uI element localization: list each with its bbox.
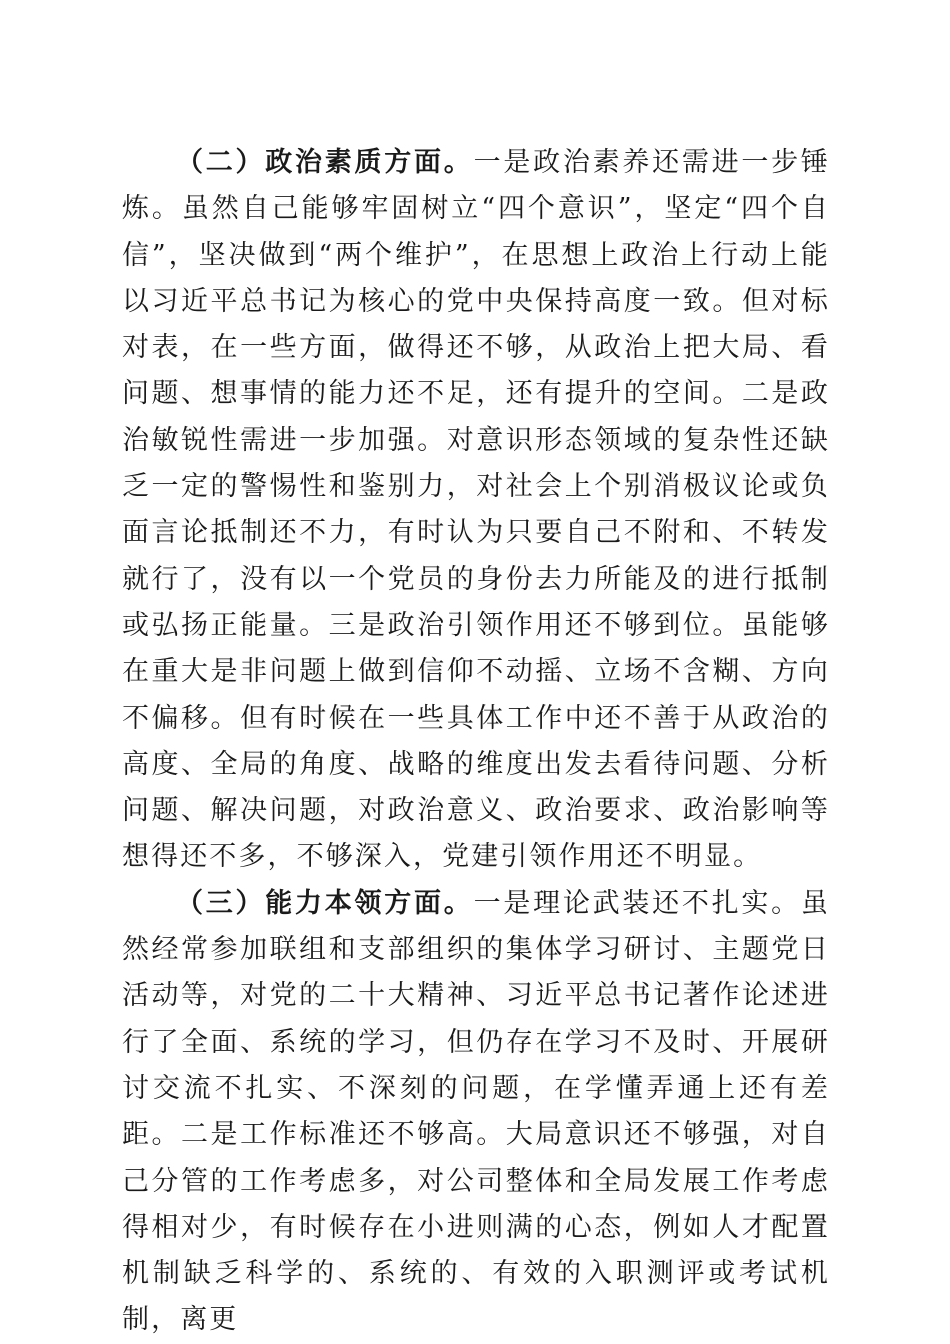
paragraph-heading: （二）政治素质方面。 — [176, 147, 474, 178]
paragraph-ability-skills — [122, 881, 830, 1344]
paragraph-political-quality — [122, 140, 830, 881]
paragraph-text: 一是政治素养还需进一步锤炼。虽然自己能够牢固树立“四个意识”，坚定“四个自信”，坚决做到“两个维护”，在思想上政治上行动上能以习近平总书记为核心的党中央保持高度一致。但对标对表，在一些方面，做得还不够，从政治上把大局、看问题、想事情的能力还不足，还有提升的空间。二是政治敏锐性需进一步加强。对意识形态领域的复杂性还缺乏一定的警惕性和鉴别力，对社会上个别消极议论或负面言论抵制还不力，有时认为只要自己不附和、不转发就行了，没有以一个党员的身份去力所能及的进行抵制或弘扬正能量。三是政治引领作用还不够到位。虽能够在重大是非问题上做到信仰不动摇、立场不含糊、方向不偏移。但有时候在一些具体工作中还不善于从政治的高度、全局的角度、战略的维度出发去看待问题、分析问题、解决问题，对政治意义、政治要求、政治影响等想得还不多，不够深入，党建引领作用还不明显。 — [122, 147, 831, 873]
paragraph-text: 一是理论武装还不扎实。虽然经常参加联组和支部组织的集体学习研讨、主题党日活动等，对党的二十大精神、习近平总书记著作论述进行了全面、系统的学习，但仍存在学习不及时、开展研讨交流不扎实、不深刻的问题，在学懂弄通上还有差距。二是工作标准还不够高。大局意识还不够强，对自己分管的工作考虑多，对公司整体和全局发展工作考虑得相对少，有时候存在小进则满的心态，例如人才配置机制缺乏科学的、系统的、有效的入职测评或考试机制，离更 — [122, 887, 831, 1336]
document-body — [122, 140, 830, 1344]
paragraph-heading: （三）能力本领方面。 — [176, 887, 474, 919]
